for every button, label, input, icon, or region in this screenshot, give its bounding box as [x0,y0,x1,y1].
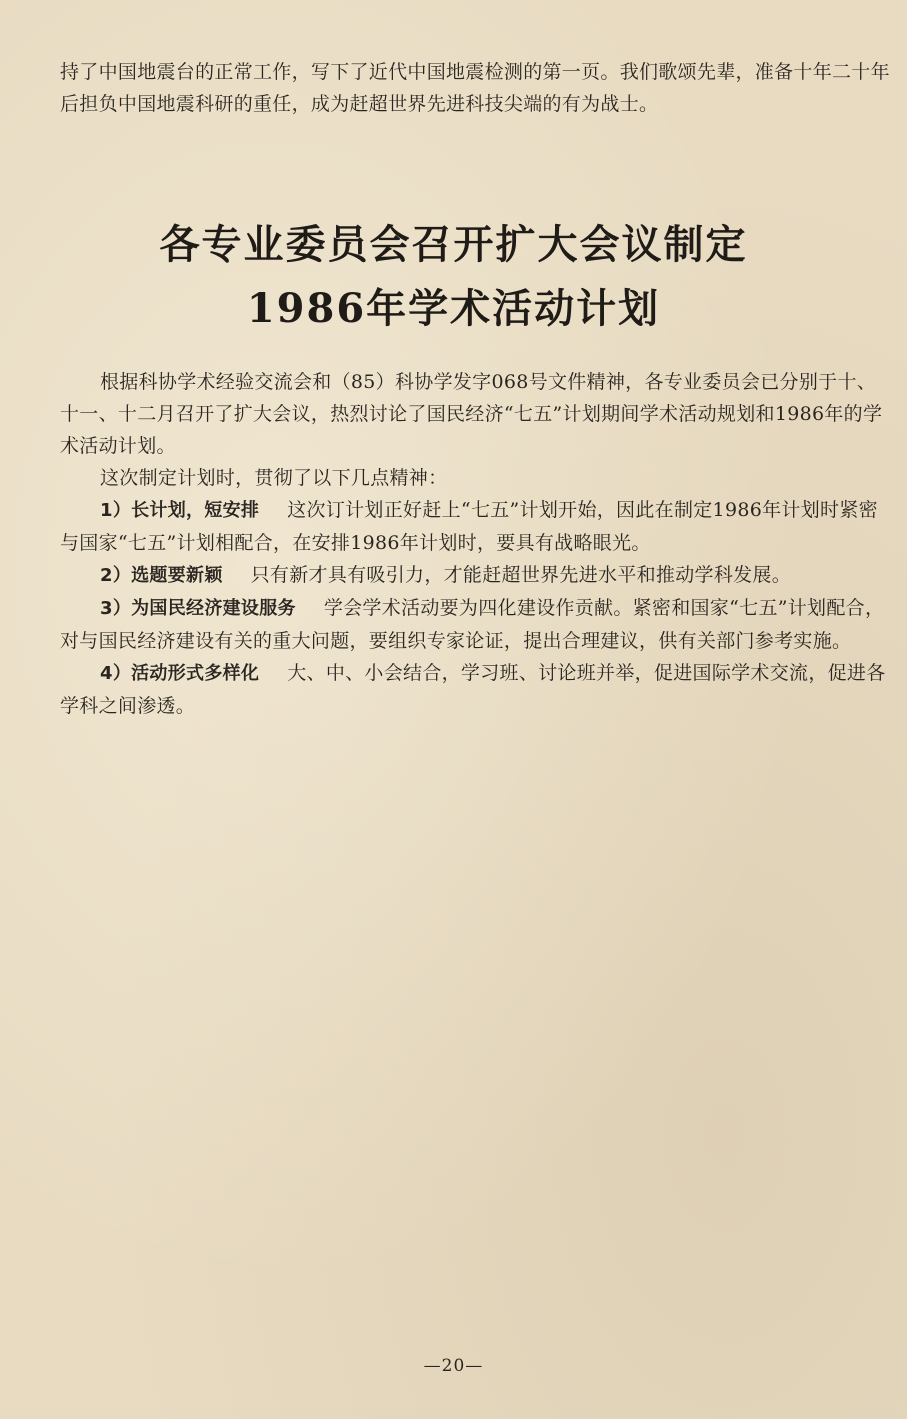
article-body [60,366,892,722]
page-number: —20— [423,1356,484,1376]
top-paragraph: 持了中国地震台的正常工作，写下了近代中国地震检测的第一页。我们歌颂先辈，准备十年二十年后担负中国地震科研的重任，成为赶超世界先进科技尖端的有为战士。 [60,61,890,115]
item-3-text: 学会学术活动要为四化建设作贡献。紧密和国家“七五”计划配合，对与国民经济建设有关的重大问题，要组织专家论证，提出合理建议，供有关部门参考实施。 [60,597,885,652]
item-4-text: 大、中、小会结合，学习班、讨论班并举，促进国际学术交流，促进各学科之间渗透。 [60,662,886,717]
item-3 [60,592,892,657]
item-2-text: 只有新才具有吸引力，才能赶超世界先进水平和推动学科发展。 [250,564,792,586]
item-4-heading: 4）活动形式多样化 [100,663,260,684]
item-3-heading: 3）为国民经济建设服务 [100,598,296,619]
item-1 [60,494,892,559]
lead-paragraph: 这次制定计划时，贯彻了以下几点精神： [100,467,448,489]
article-title-line-1: 各专业委员会召开扩大会议制定 [159,221,748,268]
item-2-heading: 2）选题要新颖 [100,565,223,586]
item-2 [60,559,892,592]
article-title-line-2: 1986年学术活动计划 [246,285,661,332]
item-1-heading: 1）长计划，短安排 [100,500,260,521]
intro-paragraph: 根据科协学术经验交流会和（85）科协学发字068号文件精神，各专业委员会已分别于十、十一、十二月召开了扩大会议，热烈讨论了国民经济“七五”计划期间学术活动规划和1986年的学术活动计划。 [60,371,883,457]
item-4 [60,657,892,722]
item-1-text: 这次订计划正好赶上“七五”计划开始，因此在制定1986年计划时紧密与国家“七五”计划相配合，在安排1986年计划时，要具有战略眼光。 [60,499,878,554]
